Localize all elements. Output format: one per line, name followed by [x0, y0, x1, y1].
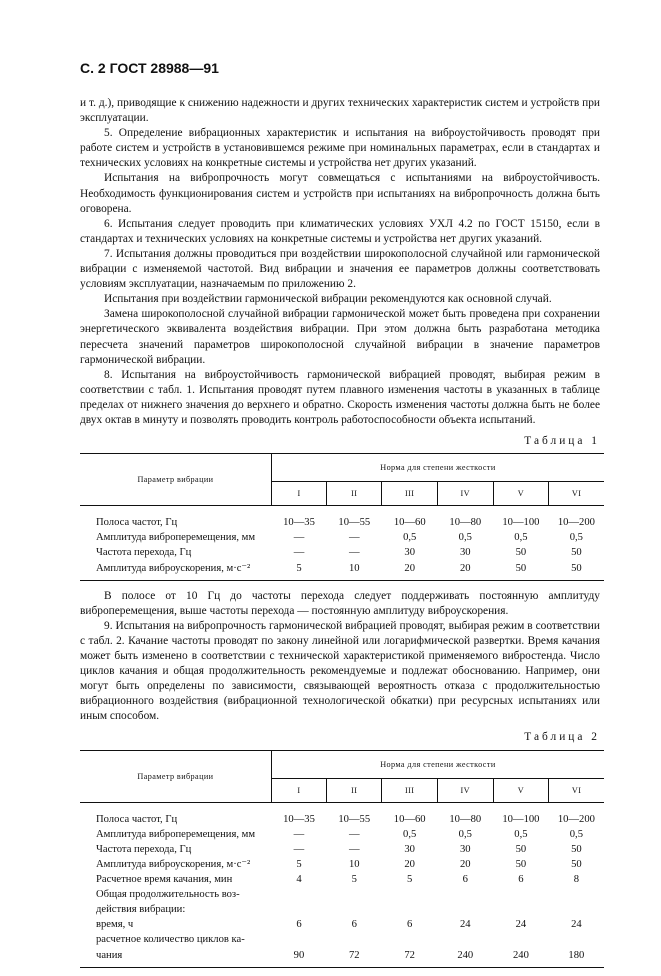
cell-value: 0,5	[403, 828, 417, 840]
cell-value: 0,5	[569, 532, 583, 544]
degree-header: IV	[438, 482, 494, 506]
degree-header: II	[327, 482, 382, 506]
cell-value: 0,5	[458, 828, 472, 840]
cell-value: 24	[571, 919, 582, 931]
table-row	[80, 872, 604, 887]
table-row	[80, 932, 604, 947]
table-1-caption: Таблица 1	[524, 435, 600, 448]
row-parameter: Общая продолжительность воз-	[96, 889, 240, 901]
row-parameter: Частота перехода, Гц	[96, 843, 192, 855]
cell-value: 10—55	[338, 813, 371, 825]
cell-value: 24	[515, 919, 527, 931]
table-row	[80, 545, 604, 560]
cell-value: —	[293, 843, 305, 855]
cell-value: 20	[459, 562, 471, 574]
cell-value: 10—200	[557, 813, 595, 825]
paragraph: и т. д.), приводящие к снижению надежности и других технических характеристик систем и устройств при эксплуатации.	[80, 97, 600, 125]
table-row	[80, 842, 604, 857]
paragraph: 6. Испытания следует проводить при климатических условиях УХЛ 4.2 по ГОСТ 15150, если в стандартах и технических условиях на конкретные системы и устройства нет других указаний.	[80, 217, 600, 245]
cell-value: 50	[571, 547, 582, 559]
row-parameter: Полоса частот, Гц	[96, 517, 178, 529]
cell-value: 50	[571, 858, 582, 870]
degree-header: I	[271, 778, 326, 802]
cell-value: 10—60	[393, 813, 426, 825]
cell-value: 6	[351, 919, 357, 931]
cell-value: 20	[459, 858, 471, 870]
degree-header: VI	[549, 778, 604, 802]
degree-header: I	[271, 482, 326, 506]
group-header: Норма для степени жесткости	[271, 454, 604, 482]
cell-value: —	[348, 828, 360, 840]
cell-value: —	[348, 843, 360, 855]
row-parameter: Амплитуда виброперемещения, мм	[96, 532, 256, 544]
paragraph: 9. Испытания на вибропрочность гармонической вибрацией проводят, выбирая режим в соответствии с табл. 2. Качание частоты проводят по закону линейной или логарифмической развертки. Время качания может быть изменено в соответствии с технической характеристикой применяемого вибростенда. Число циклов качания и общая продолжительность рекомендуемые и подлежат обоснованию. Например, они могут быть определены по зависимости, связывающей вероятность отказа с продолжительностью вибрационного воздействия (вибрационной технологической обкатки) при ресурсных испытаниях или иным способом.	[80, 619, 600, 723]
cell-value: 30	[404, 547, 416, 559]
cell-value	[382, 932, 438, 947]
cell-value: 20	[404, 562, 416, 574]
cell-value: 6	[407, 919, 413, 931]
cell-value	[271, 932, 326, 947]
cell-value: 50	[515, 858, 527, 870]
table-row	[80, 857, 604, 872]
table-row	[80, 887, 604, 902]
degree-header: V	[493, 778, 549, 802]
group-header: Норма для степени жесткости	[271, 750, 604, 778]
param-header: Параметр вибрации	[80, 454, 271, 506]
cell-value: —	[349, 532, 360, 544]
cell-value: 50	[515, 562, 527, 574]
cell-value: 10—80	[449, 813, 482, 825]
row-parameter: Частота перехода, Гц	[96, 547, 192, 559]
cell-value: 6	[518, 874, 524, 886]
cell-value: 10—100	[502, 813, 540, 825]
row-parameter: время, ч	[96, 919, 134, 931]
cell-value: 50	[515, 547, 527, 559]
cell-value	[437, 932, 493, 947]
cell-value: 24	[459, 919, 471, 931]
cell-value	[327, 902, 382, 917]
body-text	[80, 96, 600, 976]
table-row	[80, 827, 604, 842]
paragraph: 5. Определение вибрационных характеристик и испытания на виброустойчивость проводят при работе систем и устройств в установившемся режиме при номинальных параметрах, если в стандартах и технических условиях на конкретные системы и устройства нет других указаний.	[80, 127, 600, 170]
paragraph: 8. Испытания на виброустойчивость гармонической вибрацией проводят, выбирая режим в соответствии с табл. 1. Испытания проводят путем плавного изменения частоты в указанных в таблице пределах от нижнего значения до верхнего и обратно. Скорость изменения частоты должна быть не более двух октав в минуту и позволять проводить контроль работоспособности объекта испытаний.	[80, 368, 600, 426]
cell-value	[271, 902, 326, 917]
cell-value: 0,5	[514, 532, 528, 544]
paragraph: Испытания на вибропрочность могут совмещаться с испытаниями на виброустойчивость. Необходимость функционирования систем и устройств при испытаниях на вибропрочность должна быть оговорена.	[80, 172, 600, 215]
paragraph: Испытания при воздействии гармонической вибрации рекомендуются как основной случай.	[104, 293, 552, 306]
cell-value: 8	[573, 874, 580, 886]
degree-header: III	[382, 482, 438, 506]
cell-value: 10—80	[449, 517, 482, 529]
paragraph: Замена широкополосной случайной вибрации гармонической может быть проведена при сохранении энергетического эквивалента воздействия вибрации. При этом должна быть разработана методика пересчета значений параметров широкополосной случайной вибрации в значение параметров гармонической вибрации.	[80, 308, 600, 366]
cell-value: 90	[293, 949, 305, 961]
cell-value: 10	[349, 562, 360, 574]
row-parameter: Полоса частот, Гц	[96, 813, 178, 825]
cell-value: 6	[296, 919, 302, 931]
cell-value: 0,5	[514, 828, 528, 840]
cell-value: 50	[571, 562, 582, 574]
cell-value: 10	[348, 858, 360, 870]
cell-value: 6	[462, 874, 468, 886]
cell-value: 10—200	[557, 517, 595, 529]
table-row	[80, 948, 604, 968]
degree-header: III	[382, 778, 438, 802]
table-row	[80, 902, 604, 917]
row-parameter: Амплитуда виброперемещения, мм	[96, 828, 256, 840]
cell-value: 10—100	[502, 517, 540, 529]
param-header: Параметр вибрации	[80, 750, 271, 802]
cell-value: 10—35	[283, 813, 315, 825]
row-parameter: расчетное количество циклов ка-	[96, 934, 245, 946]
cell-value	[493, 887, 549, 902]
paragraph: В полосе от 10 Гц до частоты перехода следует поддерживать постоянную амплитуду виброперемещения, выше частоты перехода — постоянную амплитуду виброускорения.	[80, 589, 600, 617]
cell-value	[549, 932, 604, 947]
cell-value: 0,5	[569, 828, 583, 840]
cell-value: 10—55	[338, 517, 371, 529]
cell-value: —	[293, 828, 305, 840]
paragraph: 7. Испытания должны проводиться при воздействии широкополосной случайной или гармонической вибрации с изменяемой частотой. Вид вибрации и значения ее параметров должны соответствовать условиям эксплуатации, назначаемым по приложению 2.	[80, 247, 600, 291]
paragraph-group-1	[80, 96, 600, 428]
table-1	[80, 453, 604, 580]
cell-value: 72	[348, 949, 360, 961]
row-parameter: чания	[96, 949, 123, 961]
cell-value: 30	[459, 547, 471, 559]
table-row	[80, 917, 604, 932]
cell-value: —	[293, 547, 305, 559]
degree-header: II	[327, 778, 382, 802]
cell-value: 50	[515, 843, 527, 855]
cell-value: 10—35	[283, 517, 315, 529]
table-2-caption: Таблица 2	[524, 731, 600, 744]
paragraph-group-2	[80, 589, 600, 725]
cell-value: 20	[404, 858, 415, 870]
cell-value: 5	[296, 858, 302, 870]
cell-value: 30	[404, 843, 415, 855]
row-parameter: действия вибрации:	[96, 904, 186, 916]
cell-value: 5	[407, 874, 413, 886]
cell-value	[437, 887, 493, 902]
cell-value	[437, 902, 493, 917]
cell-value: 4	[296, 874, 302, 886]
degree-header: IV	[437, 778, 493, 802]
cell-value: —	[349, 547, 360, 559]
cell-value: 240	[512, 949, 529, 961]
cell-value	[382, 887, 438, 902]
cell-value: 0,5	[458, 532, 472, 544]
cell-value	[493, 902, 549, 917]
cell-value: 180	[568, 949, 585, 961]
table-2	[80, 750, 604, 968]
cell-value: 240	[457, 949, 474, 961]
table-row	[80, 812, 604, 827]
cell-value: 5	[296, 562, 302, 574]
cell-value: 5	[351, 874, 357, 886]
page-header: С. 2 ГОСТ 28988—91	[80, 60, 219, 76]
table-row	[80, 530, 604, 545]
cell-value	[382, 902, 438, 917]
cell-value	[493, 932, 549, 947]
row-parameter: Амплитуда виброускорения, м·с⁻²	[96, 858, 251, 870]
cell-value: 0,5	[403, 532, 417, 544]
cell-value: 72	[404, 949, 415, 961]
cell-value	[549, 902, 604, 917]
cell-value	[549, 887, 604, 902]
cell-value	[327, 887, 382, 902]
degree-header: VI	[549, 482, 604, 506]
cell-value: 30	[459, 843, 471, 855]
table-row	[80, 561, 604, 581]
degree-header: V	[493, 482, 549, 506]
row-parameter: Амплитуда виброускорения, м·с⁻²	[96, 562, 251, 574]
cell-value: 10—60	[393, 517, 426, 529]
table-row	[80, 515, 604, 530]
row-parameter: Расчетное время качания, мин	[96, 874, 233, 886]
cell-value: —	[293, 532, 305, 544]
cell-value	[271, 887, 326, 902]
cell-value	[327, 932, 382, 947]
cell-value: 50	[571, 843, 582, 855]
